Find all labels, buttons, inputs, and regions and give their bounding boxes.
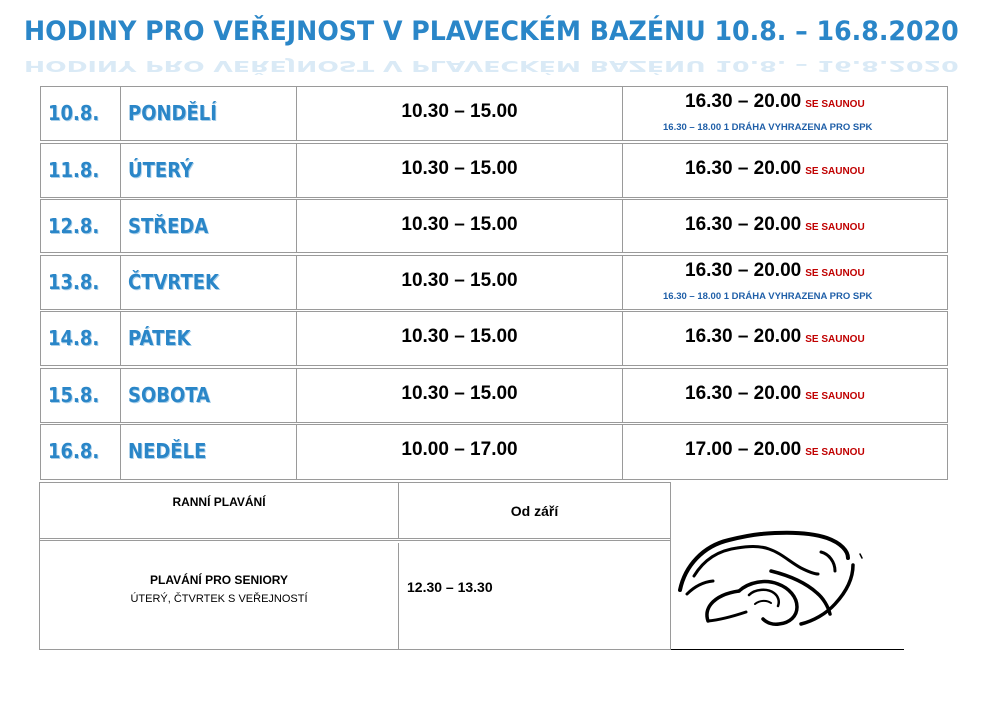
senior-swim-subtitle: ÚTERÝ, ČTVRTEK S VEŘEJNOSTÍ (130, 593, 308, 605)
evening-cell (623, 369, 949, 422)
date-label: 15.8. (48, 383, 100, 407)
schedule-row (40, 311, 948, 366)
date-label: 14.8. (48, 326, 100, 350)
sauna-badge: SE SAUNOU (805, 391, 865, 402)
day-cell (121, 144, 297, 197)
date-cell (41, 425, 121, 479)
morning-time: 10.30 – 15.00 (401, 326, 518, 347)
day-label: ČTVRTEK (128, 270, 219, 294)
morning-time: 10.30 – 15.00 (401, 383, 518, 404)
day-label: STŘEDA (128, 214, 209, 238)
evening-cell (623, 425, 949, 479)
morning-cell (297, 425, 623, 479)
morning-swim-value-cell (399, 483, 670, 538)
evening-main (685, 439, 865, 461)
schedule-row (40, 199, 948, 253)
sauna-badge: SE SAUNOU (805, 447, 865, 458)
evening-cell (623, 200, 949, 252)
date-label: 11.8. (48, 158, 100, 182)
evening-time: 17.00 – 20.00 (685, 439, 802, 460)
day-cell (121, 256, 297, 309)
schedule-row (40, 368, 948, 423)
date-cell (41, 312, 121, 365)
schedule-row (40, 424, 948, 480)
day-label: NEDĚLE (128, 439, 207, 463)
evening-time: 16.30 – 20.00 (685, 383, 802, 404)
senior-swim-time-cell (399, 543, 670, 649)
page-title: HODINY PRO VEŘEJNOST V PLAVECKÉM BAZÉNU 10.8. – 16.8.2020 (24, 16, 959, 47)
evening-time: 16.30 – 20.00 (685, 260, 802, 281)
morning-time: 10.30 – 15.00 (401, 214, 518, 235)
sauna-badge: SE SAUNOU (805, 99, 865, 110)
sauna-badge: SE SAUNOU (805, 166, 865, 177)
day-cell (121, 87, 297, 140)
evening-cell (623, 144, 949, 197)
evening-time: 16.30 – 20.00 (685, 214, 802, 235)
evening-main (685, 260, 865, 282)
day-label: PONDĚLÍ (128, 101, 217, 125)
evening-main (685, 326, 865, 348)
day-cell (121, 425, 297, 479)
day-cell (121, 312, 297, 365)
date-cell (41, 200, 121, 252)
reserved-lane-note: 16.30 – 18.00 1 DRÁHA VYHRAZENA PRO SPK (663, 291, 873, 302)
morning-cell (297, 87, 623, 140)
morning-swim-label-cell (40, 483, 399, 538)
morning-swim-value: Od září (510, 503, 559, 519)
day-label: ÚTERÝ (128, 158, 194, 182)
evening-main (685, 158, 865, 180)
morning-cell (297, 369, 623, 422)
senior-swim-label-cell (40, 543, 399, 649)
morning-time: 10.00 – 17.00 (401, 439, 518, 460)
evening-time: 16.30 – 20.00 (685, 91, 802, 112)
evening-main (685, 214, 865, 236)
morning-time: 10.30 – 15.00 (401, 158, 518, 179)
senior-swim-title: PLAVÁNÍ PRO SENIORY (149, 573, 289, 587)
date-cell (41, 144, 121, 197)
morning-swim-row (40, 483, 670, 541)
page-header (0, 12, 982, 72)
morning-cell (297, 256, 623, 309)
morning-time: 10.30 – 15.00 (401, 101, 518, 122)
morning-swim-label: RANNÍ PLAVÁNÍ (172, 495, 266, 509)
senior-swim-time: 12.30 – 13.30 (407, 579, 493, 595)
evening-cell (623, 87, 949, 140)
evening-main (685, 383, 865, 405)
page-title-reflection: HODINY PRO VEŘEJNOST V PLAVECKÉM BAZÉNU 10.8. – 16.8.2020 (24, 56, 959, 74)
date-label: 13.8. (48, 270, 100, 294)
morning-cell (297, 200, 623, 252)
day-label: SOBOTA (128, 383, 211, 407)
schedule-row (40, 143, 948, 198)
day-label: PÁTEK (128, 326, 191, 350)
morning-cell (297, 144, 623, 197)
date-label: 12.8. (48, 214, 100, 238)
date-cell (41, 256, 121, 309)
sauna-badge: SE SAUNOU (805, 222, 865, 233)
evening-main (685, 91, 865, 113)
evening-time: 16.30 – 20.00 (685, 158, 802, 179)
sauna-badge: SE SAUNOU (805, 334, 865, 345)
schedule-row (40, 255, 948, 310)
date-cell (41, 87, 121, 140)
sauna-badge: SE SAUNOU (805, 268, 865, 279)
evening-time: 16.30 – 20.00 (685, 326, 802, 347)
evening-cell (623, 312, 949, 365)
evening-cell (623, 256, 949, 309)
day-cell (121, 200, 297, 252)
date-cell (41, 369, 121, 422)
morning-time: 10.30 – 15.00 (401, 270, 518, 291)
extra-table (39, 482, 671, 650)
date-label: 16.8. (48, 439, 100, 463)
date-label: 10.8. (48, 101, 100, 125)
senior-swim-row (40, 543, 670, 649)
day-cell (121, 369, 297, 422)
reserved-lane-note: 16.30 – 18.00 1 DRÁHA VYHRAZENA PRO SPK (663, 122, 873, 133)
schedule-row (40, 86, 948, 141)
swimmer-icon (677, 524, 863, 630)
morning-cell (297, 312, 623, 365)
swimmer-image (671, 482, 904, 650)
